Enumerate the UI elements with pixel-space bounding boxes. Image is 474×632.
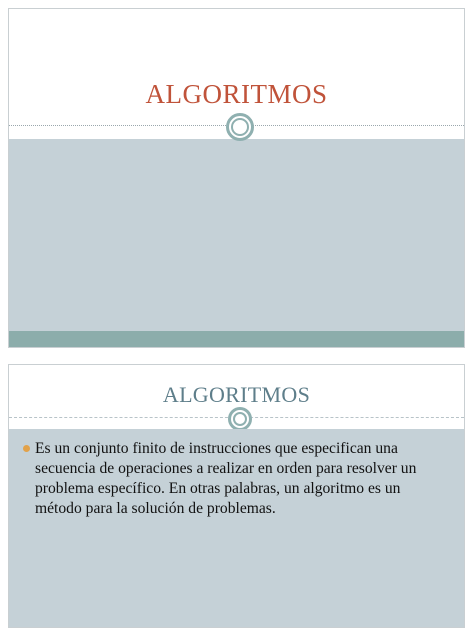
ring-icon <box>228 407 252 431</box>
slide-2-body <box>9 429 464 628</box>
ring-icon <box>226 113 254 141</box>
slide-2-title: ALGORITMOS <box>162 382 311 407</box>
slide-1-title: ALGORITMOS <box>145 79 328 109</box>
slide-2 <box>8 364 465 628</box>
bullet-text: Es un conjunto finito de instrucciones que especifican una secuencia de operaciones a realizar en orden para resolver un problema específico. En otras palabras, un algoritmo es un método para la solución de problemas. <box>35 440 417 517</box>
bullet-icon <box>23 445 30 452</box>
slide-1-bottom-bar <box>9 331 464 348</box>
slide-1-body <box>9 139 464 331</box>
slide-1-title-area <box>9 9 464 125</box>
list-item <box>23 439 448 519</box>
slide-1 <box>8 8 465 348</box>
